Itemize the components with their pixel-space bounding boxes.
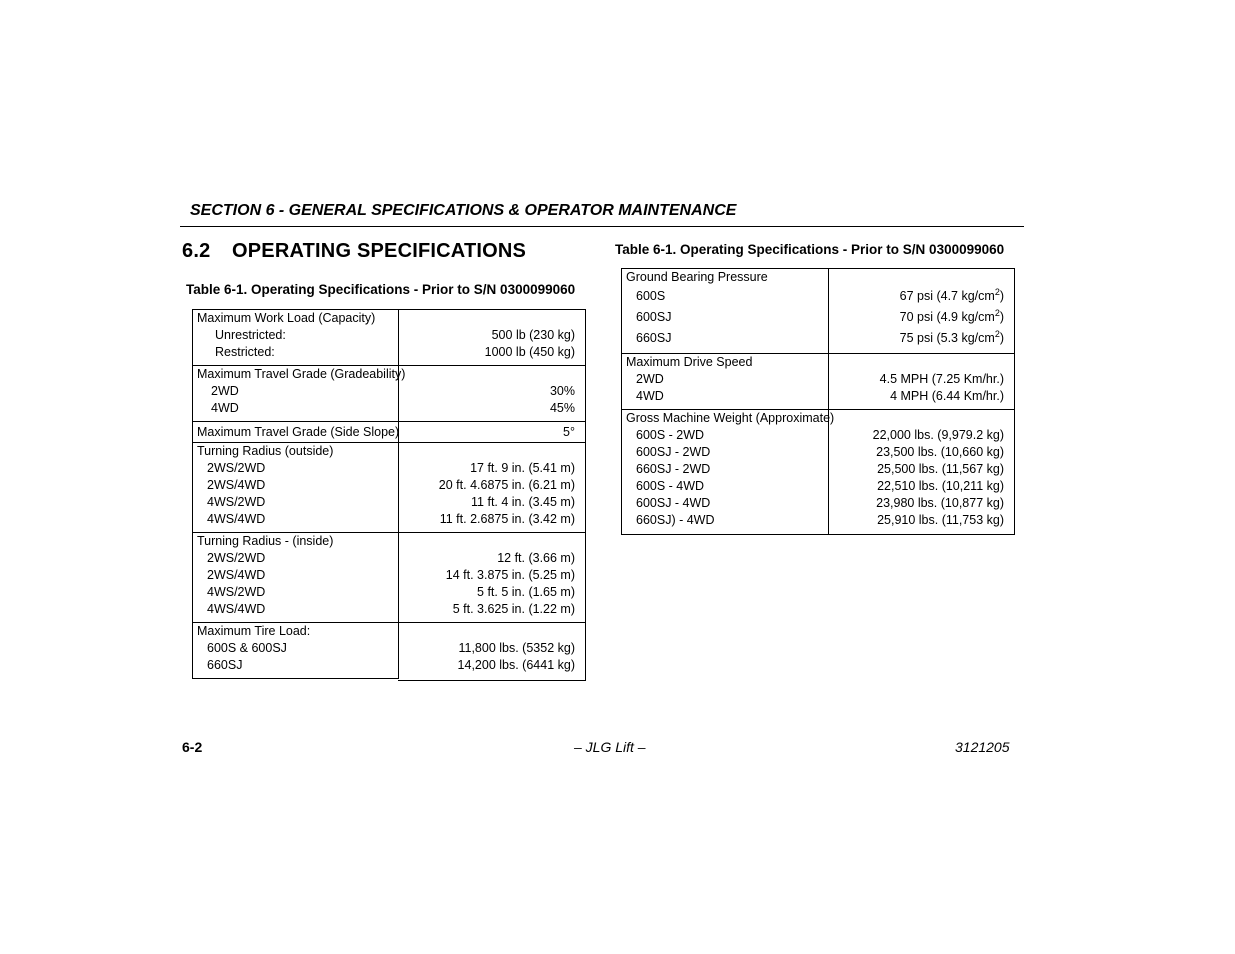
row-value: 14 ft. 3.875 in. (5.25 m) xyxy=(445,568,575,582)
row-value: 67 psi (4.7 $kg/cm^2$) xyxy=(899,287,1004,303)
table-group xyxy=(621,353,1015,410)
row-label: 2WD xyxy=(636,372,664,386)
row-label: 600SJ - 4WD xyxy=(636,496,711,510)
row-label: 4WD xyxy=(636,389,664,403)
row-label: Restricted: xyxy=(215,345,275,359)
section-title: OPERATING SPECIFICATIONS xyxy=(232,240,527,262)
table-group xyxy=(192,365,586,422)
group-value-cell xyxy=(398,365,586,422)
row-value: 17 ft. 9 in. (5.41 m) xyxy=(470,461,575,475)
page-number: 6-2 xyxy=(182,739,203,755)
row-value: 25,500 lbs. (11,567 kg) xyxy=(877,462,1004,476)
section-number: 6.2 xyxy=(182,240,211,262)
row-value: 12 ft. (3.66 m) xyxy=(497,551,575,565)
row-value: 11 ft. 4 in. (3.45 m) xyxy=(471,495,575,509)
group-value-cell xyxy=(828,268,1015,354)
group-header: Maximum Tire Load: xyxy=(197,624,311,638)
group-value-cell xyxy=(398,421,586,443)
group-label-cell xyxy=(192,365,406,422)
row-value: 4 MPH (6.44 Km/hr.) xyxy=(890,389,1004,403)
table-group xyxy=(192,309,586,366)
row-value: 5 ft. 3.625 in. (1.22 m) xyxy=(452,602,575,616)
row-label: 600S - 2WD xyxy=(636,428,705,442)
table-group xyxy=(621,409,1015,535)
row-value: 75 psi (5.3 $kg/cm^2$) xyxy=(899,329,1004,345)
row-label: 4WS/2WD xyxy=(207,585,266,599)
group-header: Maximum Drive Speed xyxy=(626,355,753,369)
row-label: 600SJ - 2WD xyxy=(636,445,711,459)
row-value: 22,510 lbs. (10,211 kg) xyxy=(877,479,1004,493)
row-label: 600S xyxy=(636,289,666,303)
row-value: 23,500 lbs. (10,660 kg) xyxy=(876,445,1004,459)
row-value: 11 ft. 2.6875 in. (3.42 m) xyxy=(439,512,575,526)
row-value: 20 ft. 4.6875 in. (6.21 m) xyxy=(438,478,575,492)
row-label: 2WS/4WD xyxy=(207,568,266,582)
row-value: 1000 lb (450 kg) xyxy=(484,345,575,359)
group-value-cell xyxy=(828,409,1015,535)
row-label: 600S - 4WD xyxy=(636,479,705,493)
group-header: Ground Bearing Pressure xyxy=(626,270,768,284)
group-label-cell xyxy=(621,409,835,535)
specs-table-right xyxy=(621,268,1015,536)
group-label-cell xyxy=(621,353,829,410)
group-header: Turning Radius - (inside) xyxy=(197,534,334,548)
group-label-cell xyxy=(621,268,829,354)
group-label-cell xyxy=(192,622,399,679)
document-number: 3121205 xyxy=(955,739,1010,755)
row-value: 30% xyxy=(549,384,575,398)
row-label: 2WS/2WD xyxy=(207,551,266,565)
group-label-cell xyxy=(192,532,399,623)
row-value: 11,800 lbs. (5352 kg) xyxy=(458,641,575,655)
row-value: 5 ft. 5 in. (1.65 m) xyxy=(477,585,575,599)
table-group xyxy=(192,622,586,681)
group-label-cell xyxy=(192,442,399,533)
row-label: Unrestricted: xyxy=(215,328,286,342)
row-label: 4WS/2WD xyxy=(207,495,266,509)
row-value: 23,980 lbs. (10,877 kg) xyxy=(876,496,1004,510)
row-value: 70 psi (4.9 $kg/cm^2$) xyxy=(899,308,1004,324)
row-value: 22,000 lbs. (9,979.2 kg) xyxy=(872,428,1004,442)
group-header: Maximum Travel Grade (Side Slope) xyxy=(197,425,400,439)
row-label: 4WS/4WD xyxy=(207,602,266,616)
row-label: 2WS/4WD xyxy=(207,478,266,492)
row-label: 600S & 600SJ xyxy=(207,641,287,655)
row-label: 660SJ) - 4WD xyxy=(636,513,715,527)
row-value: 14,200 lbs. (6441 kg) xyxy=(457,658,575,672)
row-value: 25,910 lbs. (11,753 kg) xyxy=(877,513,1004,527)
group-value-cell xyxy=(398,442,586,533)
group-header: Gross Machine Weight (Approximate) xyxy=(626,411,835,425)
group-value-cell xyxy=(398,532,586,623)
row-label: 660SJ - 2WD xyxy=(636,462,711,476)
group-value-cell xyxy=(828,353,1015,410)
section-header: SECTION 6 - GENERAL SPECIFICATIONS & OPERATOR MAINTENANCE xyxy=(190,202,737,219)
row-label: 2WD xyxy=(211,384,239,398)
row-value: 45% xyxy=(549,401,575,415)
group-header: Turning Radius (outside) xyxy=(197,444,334,458)
group-label-cell xyxy=(192,421,399,443)
row-label: 660SJ xyxy=(636,331,672,345)
table-group xyxy=(192,532,586,623)
table-group xyxy=(621,268,1015,354)
table-group xyxy=(192,421,586,443)
header-rule xyxy=(180,226,1024,227)
row-label: 4WD xyxy=(211,401,239,415)
right-table-caption: Table 6-1. Operating Specifications - Prior to S/N 0300099060 xyxy=(615,242,1005,257)
row-label: 4WS/4WD xyxy=(207,512,266,526)
row-value: 5° xyxy=(563,425,575,439)
group-header: Maximum Work Load (Capacity) xyxy=(197,311,376,325)
row-value: 500 lb (230 kg) xyxy=(491,328,575,342)
row-label: 2WS/2WD xyxy=(207,461,266,475)
row-label: 600SJ xyxy=(636,310,672,324)
row-label: 660SJ xyxy=(207,658,243,672)
group-value-cell xyxy=(398,622,586,681)
group-label-cell xyxy=(192,309,399,366)
footer-center-text: – JLG Lift – xyxy=(574,739,646,755)
row-value: 4.5 MPH (7.25 Km/hr.) xyxy=(879,372,1004,386)
specs-table-left xyxy=(192,309,586,683)
group-header: Maximum Travel Grade (Gradeability) xyxy=(197,367,406,381)
table-group xyxy=(192,442,586,533)
left-table-caption: Table 6-1. Operating Specifications - Prior to S/N 0300099060 xyxy=(186,282,576,297)
group-value-cell xyxy=(398,309,586,366)
section-heading xyxy=(182,240,526,263)
